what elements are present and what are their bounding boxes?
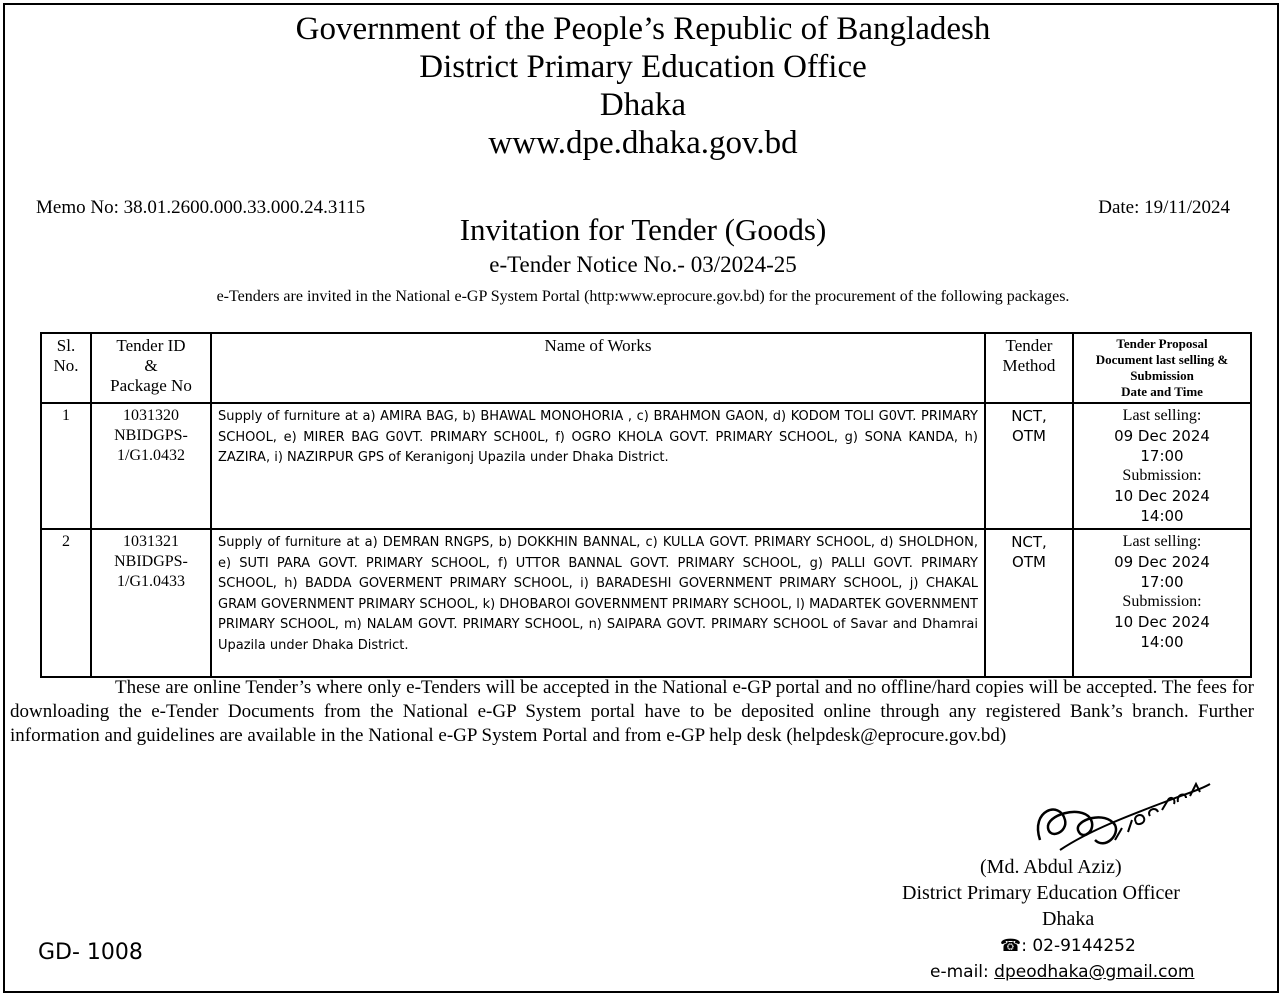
email-link[interactable]: dpeodhaka@gmail.com [994,962,1195,982]
office-title: District Primary Education Office [419,49,867,85]
signature-block [880,770,1260,990]
row-sl: 1 [41,403,91,529]
header-sl: Sl. No. [41,333,91,403]
instructions-paragraph: These are online Tender’s where only e-Tenders will be accepted in the National e-GP portal and no offline/hard copies will be accepted. The fees for downloading the e-Tender Documents from the National e-GP System portal have to be deposited online through any registered Bank’s branch. Further information and guidelines are available in the National e-GP System Portal and from e-GP help desk (helpdesk@eprocure.gov.bd) [10,677,1254,746]
row-tender-id: 1031320 NBIDGPS- 1/G1.0432 [91,403,211,529]
officer-email: e-mail: dpeodhaka@gmail.com [930,962,1195,982]
header-method: Tender Method [985,333,1073,403]
notice-title: Invitation for Tender (Goods) [459,212,827,247]
header-proposal-dates: Tender Proposal Document last selling & Submission Date and Time [1073,333,1251,403]
handwritten-signature [1020,770,1220,870]
row-tender-id: 1031321 NBIDGPS- 1/G1.0433 [91,529,211,677]
table-row [41,403,1251,529]
letterhead [0,10,1286,162]
row-dates: Last selling: 09 Dec 2024 17:00 Submission: 10 Dec 2024 14:00 [1073,403,1251,529]
row-sl: 2 [41,529,91,677]
row-method: NCT, OTM [985,403,1073,529]
govt-title: Government of the People’s Republic of Bangladesh [295,11,991,47]
header-tender-id: Tender ID & Package No [91,333,211,403]
row-works: Supply of furniture at a) AMIRA BAG, b) BHAWAL MONOHORIA , c) BRAHMON GAON, d) KODOM TOLI G0VT. PRIMARY SCHOOL, e) MIRER BAG G0VT. PRIMARY SCH00L, f) OGRO KHOLA GOVT. PRIMARY SCHOOL, g) SONA KANDA, h) ZAZIRA, i) NAZIRPUR GPS of Keranigonj Upazila under Dhaka District. [211,403,985,529]
office-website[interactable]: www.dpe.dhaka.gov.bd [488,125,798,161]
officer-phone: ☎: 02-9144252 [1000,936,1136,956]
tender-table [40,332,1252,678]
officer-city: Dhaka [1042,908,1095,930]
officer-designation: District Primary Education Officer [902,882,1180,904]
officer-name: (Md. Abdul Aziz) [980,856,1122,878]
telephone-icon: ☎ [1000,936,1022,956]
table-row [41,529,1251,677]
row-dates: Last selling: 09 Dec 2024 17:00 Submission: 10 Dec 2024 14:00 [1073,529,1251,677]
office-city: Dhaka [599,87,687,123]
memo-number: Memo No: 38.01.2600.000.33.000.24.3115 [36,197,366,218]
header-works: Name of Works [211,333,985,403]
notice-date: Date: 19/11/2024 [1098,197,1230,218]
row-works: Supply of furniture at a) DEMRAN RNGPS, b) DOKKHIN BANNAL, c) KULLA GOVT. PRIMARY SCHOOL, d) SHOLDHON, e) SUTI PARA GOVT. PRIMARY SCHOOL, f) UTTOR BANNAL GOVT. PRIMARY SCHOOL, g) PALLI GOVT. PRIMARY SCHOOL, h) BADDA GOVERMENT PRIMARY SCHOOL, i) BARADESHI GOVERNMENT PRIMARY SCHOOL, j) CHAKAL GRAM GOVERNMENT PRIMARY SCHOOL, k) DHOBAROI GOVERNMENT PRIMARY SCHOOL, l) MADARTEK GOVERNMENT PRIMARY SCHOOL, m) NALAM GOVT. PRIMARY SCHOOL, n) SAIPARA GOVT. PRIMARY SCHOOL of Savar and Dhamrai Upazila under Dhaka District. [211,529,985,677]
footer-code: GD- 1008 [38,940,143,965]
row-method: NCT, OTM [985,529,1073,677]
table-header-row [41,333,1251,403]
intro-text: e-Tenders are invited in the National e-GP System Portal (http:www.eprocure.gov.bd) for the procurement of the following packages. [216,288,1070,305]
notice-number: e-Tender Notice No.- 03/2024-25 [489,252,797,277]
